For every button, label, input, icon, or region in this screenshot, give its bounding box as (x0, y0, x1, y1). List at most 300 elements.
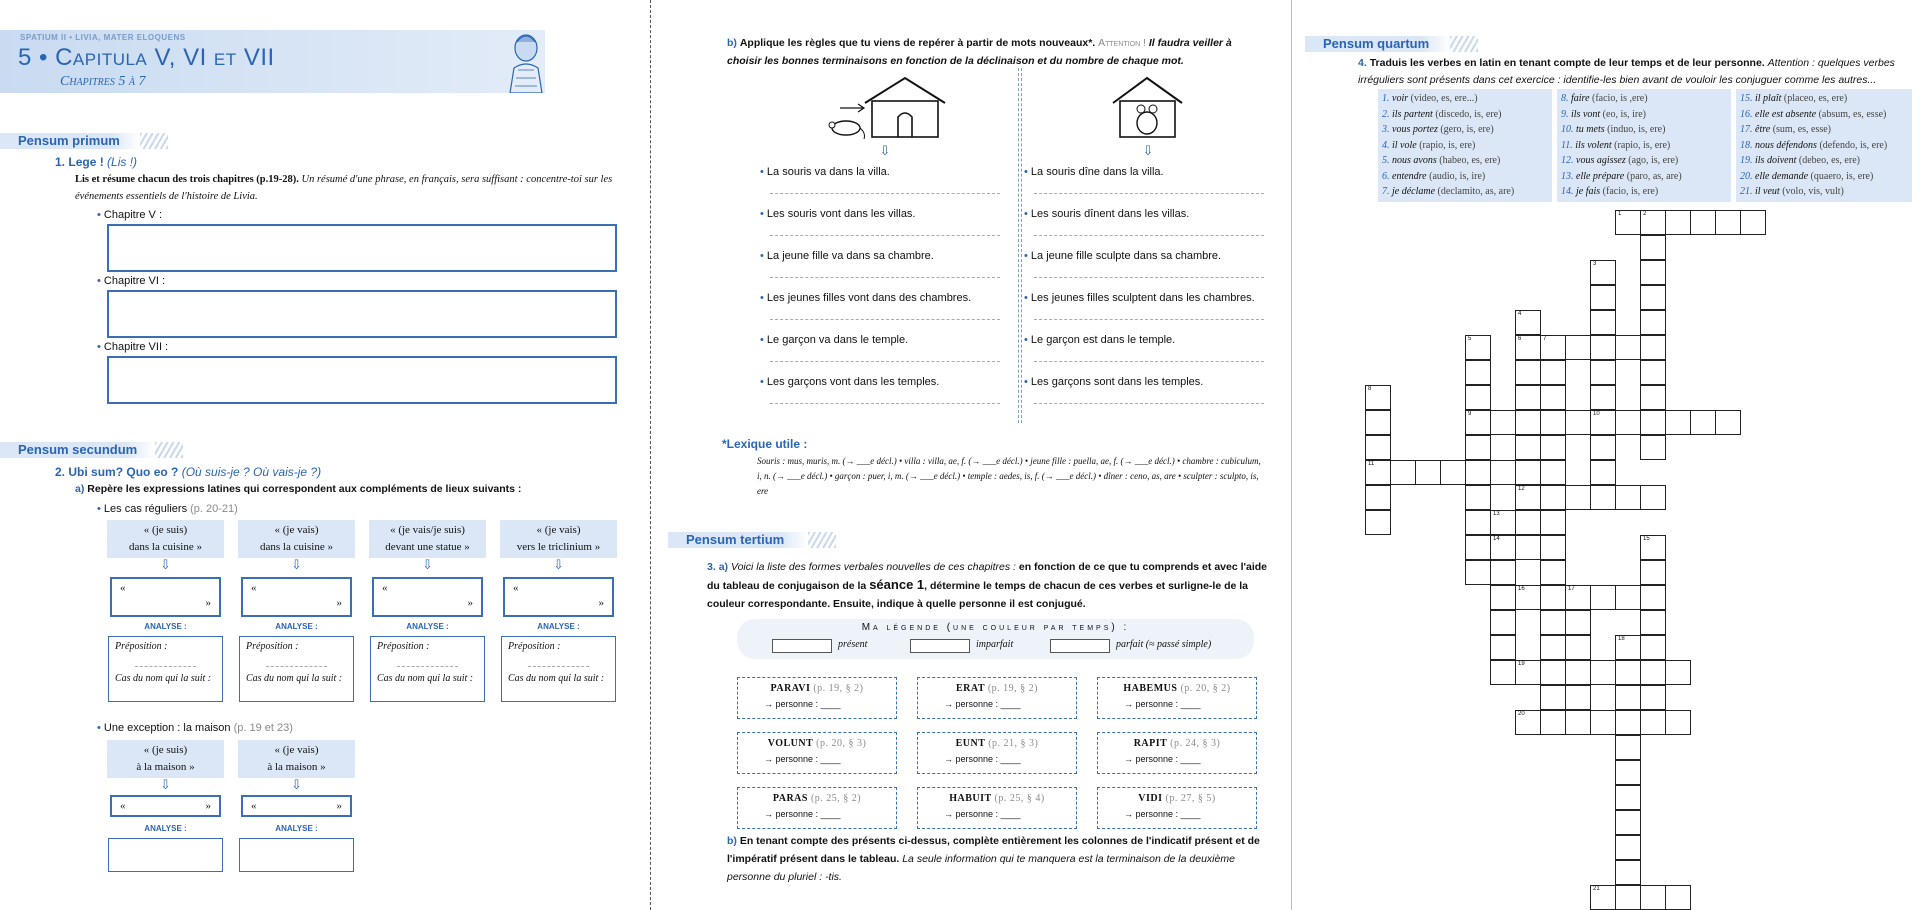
crossword-cell[interactable] (1465, 510, 1491, 535)
crossword-cell[interactable] (1515, 335, 1541, 360)
crossword-cell[interactable] (1490, 635, 1516, 660)
verb-latin: (rapio, is, ere) (1419, 139, 1476, 151)
crossword-cell[interactable] (1590, 260, 1616, 285)
exception-text: Une exception : la maison (103, 722, 231, 734)
crossword-cell[interactable] (1640, 585, 1666, 610)
verb-latin: (rapio, is, ere) (1614, 139, 1671, 151)
crossword-cell[interactable] (1540, 535, 1566, 560)
chap6-answer-box[interactable] (107, 290, 617, 338)
verb-num: 5. (1382, 155, 1390, 166)
crossword-cell[interactable] (1615, 860, 1641, 885)
verb-box[interactable] (917, 677, 1077, 719)
crossword-cell[interactable] (1690, 410, 1716, 435)
crossword-cell[interactable] (1565, 585, 1591, 610)
phrase-cell (369, 520, 486, 558)
crossword-cell[interactable] (1590, 285, 1616, 310)
verb-num: 13. (1561, 170, 1574, 182)
crossword-cell[interactable] (1590, 410, 1616, 435)
crossword-cell[interactable] (1540, 660, 1566, 685)
verb-fr: ils doivent (1755, 155, 1797, 166)
crossword-cell[interactable] (1540, 610, 1566, 635)
analyse-box[interactable] (370, 636, 485, 702)
crossword-cell[interactable] (1615, 835, 1641, 860)
verb-box[interactable] (737, 787, 897, 829)
sentence: • La jeune fille va dans sa chambre. (760, 250, 934, 262)
crossword-cell[interactable] (1440, 460, 1466, 485)
analyse-label: ANALYSE : (275, 622, 318, 631)
crossword-cell[interactable] (1515, 535, 1541, 560)
crossword-cell[interactable] (1640, 260, 1666, 285)
crossword-cell[interactable] (1515, 710, 1541, 735)
crossword-cell[interactable] (1465, 360, 1491, 385)
q4-number: 4. (1358, 57, 1367, 69)
analyse-box[interactable] (239, 838, 354, 872)
analyse-box[interactable] (108, 838, 223, 872)
crossword-cell[interactable] (1515, 485, 1541, 510)
crossword-cell[interactable] (1640, 660, 1666, 685)
verb-ref: (p. 19, § 2) (813, 683, 864, 694)
case-label: Cas du nom qui la suit : (115, 673, 212, 684)
crossword-cell[interactable] (1465, 435, 1491, 460)
legend-parfait-label: parfait (≈ passé simple) (1116, 639, 1212, 650)
q3b-label: b) (727, 835, 737, 847)
answer-line (266, 657, 327, 667)
crossword-cell[interactable] (1365, 385, 1391, 410)
crossword-cell[interactable] (1615, 485, 1641, 510)
phrase-cell (238, 740, 355, 778)
crossword-cell[interactable] (1640, 435, 1666, 460)
regular-cases-text: Les cas réguliers (103, 503, 188, 515)
crossword-cell[interactable] (1415, 460, 1441, 485)
header-kicker: SPATIUM II • LIVIA, MATER ELOQUENS (20, 33, 186, 42)
preposition-label: Préposition : (508, 641, 561, 652)
crossword-cell[interactable] (1640, 535, 1666, 560)
answer-line[interactable] (1034, 352, 1264, 362)
verb-personne: → personne : ____ (1124, 809, 1201, 819)
q2-title-translation: (Où suis-je ? Où vais-je ?) (181, 465, 322, 479)
q2-title (55, 465, 321, 479)
verb-num: 9. (1561, 108, 1569, 120)
crossword-cell[interactable] (1640, 410, 1666, 435)
crossword-clue-number: 2 (1643, 211, 1647, 217)
crossword-clue-number: 13 (1493, 511, 1500, 517)
answer-line[interactable] (770, 310, 1000, 320)
analyse-box[interactable] (239, 636, 354, 702)
crossword-cell[interactable] (1365, 460, 1391, 485)
chap5-answer-box[interactable] (107, 224, 617, 272)
crossword-cell[interactable] (1490, 660, 1516, 685)
verb-num: 2. (1382, 108, 1390, 120)
crossword-cell[interactable] (1640, 335, 1666, 360)
verb-form: VIDI (1138, 793, 1163, 804)
crossword-cell[interactable] (1465, 385, 1491, 410)
verb-item (1561, 184, 1727, 200)
crossword-cell[interactable] (1490, 460, 1516, 485)
crossword-clue-number: 10 (1593, 411, 1600, 417)
verb-item (1382, 184, 1548, 200)
crossword-cell[interactable] (1540, 510, 1566, 535)
verb-personne: → personne : ____ (764, 754, 841, 764)
q4-bold: Traduis les verbes en latin en tenant compte de leur temps et de leur personne. (1369, 57, 1765, 69)
crossword-cell[interactable] (1565, 410, 1591, 435)
verb-item (1740, 122, 1908, 138)
verb-latin: (declamito, as, are) (1437, 186, 1515, 197)
crossword-cell[interactable] (1515, 410, 1541, 435)
answer-line[interactable] (1034, 394, 1264, 404)
crossword-cell[interactable] (1590, 385, 1616, 410)
verb-latin: (sum, es, esse) (1772, 124, 1832, 135)
verb-box[interactable] (737, 732, 897, 774)
answer-line[interactable] (770, 352, 1000, 362)
crossword-cell[interactable] (1615, 710, 1641, 735)
verb-num: 21. (1740, 186, 1753, 197)
q2b-attention: Attention ! (1098, 37, 1146, 49)
crossword-cell[interactable] (1540, 460, 1566, 485)
crossword-cell[interactable] (1365, 435, 1391, 460)
verb-item (1740, 91, 1908, 107)
latin-answer-box[interactable] (241, 577, 352, 617)
phrase-line: dans la cuisine » (128, 541, 202, 553)
legend-present-label: présent (838, 639, 868, 650)
phrase-line: « (je vais) (536, 524, 581, 536)
verb-item (1740, 184, 1908, 200)
down-arrow-icon: ⇩ (160, 777, 171, 792)
answer-line[interactable] (770, 226, 1000, 236)
crossword-cell[interactable] (1565, 635, 1591, 660)
answer-line[interactable] (1034, 310, 1264, 320)
crossword-cell[interactable] (1540, 635, 1566, 660)
crossword-cell[interactable] (1640, 210, 1666, 235)
latin-answer-box[interactable] (241, 795, 352, 817)
phrase-line: devant une statue » (385, 541, 470, 553)
sentence: • La souris dîne dans la villa. (1024, 166, 1164, 178)
latin-answer-box[interactable] (372, 577, 483, 617)
verb-box[interactable] (1097, 732, 1257, 774)
verb-form: ERAT (955, 683, 985, 694)
sentence: • Les jeunes filles vont dans des chambres. (760, 292, 971, 304)
crossword-cell[interactable] (1615, 785, 1641, 810)
crossword-cell[interactable] (1540, 485, 1566, 510)
mouse-in-house-image (1110, 73, 1185, 143)
answer-line[interactable] (770, 268, 1000, 278)
crossword-cell[interactable] (1515, 460, 1541, 485)
crossword-cell[interactable] (1515, 660, 1541, 685)
crossword-cell[interactable] (1590, 660, 1616, 685)
analyse-box[interactable] (501, 636, 616, 702)
verb-form: EUNT (955, 738, 986, 749)
section-pensum-quartum: Pensum quartum (1305, 36, 1450, 52)
quote-open: « (120, 800, 126, 812)
q1-instructions (75, 171, 615, 205)
verb-fr: tu mets (1576, 124, 1605, 135)
crossword-cell[interactable] (1365, 510, 1391, 535)
crossword-cell[interactable] (1590, 885, 1616, 910)
crossword-cell[interactable] (1515, 585, 1541, 610)
crossword-cell[interactable] (1490, 535, 1516, 560)
verb-form: PARAS (772, 793, 808, 804)
crossword-cell[interactable] (1490, 410, 1516, 435)
crossword-cell[interactable] (1540, 685, 1566, 710)
crossword-cell[interactable] (1640, 885, 1666, 910)
crossword-cell[interactable] (1465, 460, 1491, 485)
q2-title-text: Ubi sum? Quo eo ? (68, 465, 179, 479)
crossword-cell[interactable] (1615, 885, 1641, 910)
answer-line[interactable] (1034, 226, 1264, 236)
preposition-label: Préposition : (115, 641, 168, 652)
verb-fr: nous défendons (1755, 139, 1817, 151)
answer-line (135, 657, 196, 667)
crossword-cell[interactable] (1640, 310, 1666, 335)
crossword-cell[interactable] (1490, 585, 1516, 610)
verb-box[interactable] (917, 732, 1077, 774)
verb-fr: vous portez (1392, 124, 1438, 135)
crossword-cell[interactable] (1615, 210, 1641, 235)
crossword-cell[interactable] (1365, 485, 1391, 510)
crossword-cell[interactable] (1365, 410, 1391, 435)
verb-item (1382, 153, 1548, 169)
crossword-cell[interactable] (1615, 685, 1641, 710)
verb-num: 18. (1740, 139, 1753, 151)
analyse-label: ANALYSE : (537, 622, 580, 631)
crossword-cell[interactable] (1615, 810, 1641, 835)
crossword-cell[interactable] (1665, 885, 1691, 910)
q3a-label: a) (718, 561, 729, 573)
verb-latin: (volo, vis, vult) (1782, 186, 1844, 197)
quote-close: » (467, 597, 473, 609)
crossword-cell[interactable] (1565, 335, 1591, 360)
answer-line[interactable] (770, 394, 1000, 404)
crossword-cell[interactable] (1640, 710, 1666, 735)
crossword-cell[interactable] (1490, 560, 1516, 585)
q3a-seance: séance 1 (869, 577, 925, 592)
section-pensum-tertium: Pensum tertium (668, 532, 808, 548)
crossword-cell[interactable] (1490, 510, 1516, 535)
verb-item (1561, 122, 1727, 138)
crossword-cell[interactable] (1640, 235, 1666, 260)
crossword-cell[interactable] (1590, 335, 1616, 360)
crossword-cell[interactable] (1615, 660, 1641, 685)
phrase-line: « (je vais/je suis) (390, 524, 465, 536)
chap7-label: • Chapitre VII : (97, 339, 168, 356)
case-label: Cas du nom qui la suit : (508, 673, 605, 684)
crossword-cell[interactable] (1590, 485, 1616, 510)
verb-fr: elle demande (1755, 170, 1809, 182)
crossword-cell[interactable] (1740, 210, 1766, 235)
answer-line[interactable] (1034, 184, 1264, 194)
crossword-cell[interactable] (1640, 685, 1666, 710)
crossword-cell[interactable] (1615, 735, 1641, 760)
sentence: • La jeune fille sculpte dans sa chambre. (1024, 250, 1221, 262)
analyse-label: ANALYSE : (406, 622, 449, 631)
sentence: • Les souris vont dans les villas. (760, 208, 916, 220)
verb-fr: faire (1571, 93, 1590, 104)
crossword-cell[interactable] (1490, 610, 1516, 635)
q3b-instruction (727, 832, 1267, 886)
q2b-label: b) (727, 37, 737, 49)
verb-num: 7. (1382, 186, 1390, 197)
verb-num: 1. (1382, 93, 1390, 104)
crossword-cell[interactable] (1640, 485, 1666, 510)
quote-close: » (336, 597, 342, 609)
crossword-cell[interactable] (1665, 660, 1691, 685)
latin-answer-box[interactable] (110, 577, 221, 617)
sentence: • Le garçon est dans le temple. (1024, 334, 1175, 346)
crossword-cell[interactable] (1615, 635, 1641, 660)
legend-parfait-swatch[interactable] (1050, 639, 1110, 653)
crossword-cell[interactable] (1715, 210, 1741, 235)
crossword-cell[interactable] (1515, 310, 1541, 335)
latin-answer-box[interactable] (110, 795, 221, 817)
crossword-cell[interactable] (1540, 435, 1566, 460)
analyse-box[interactable] (108, 636, 223, 702)
answer-line[interactable] (1034, 268, 1264, 278)
verb-num: 17. (1740, 124, 1753, 135)
crossword-cell[interactable] (1390, 460, 1416, 485)
crossword-cell[interactable] (1465, 335, 1491, 360)
verb-item (1561, 107, 1727, 123)
legend-imparfait-swatch[interactable] (910, 639, 970, 653)
q2-number: 2. (55, 465, 66, 479)
crossword-cell[interactable] (1715, 410, 1741, 435)
crossword-cell[interactable] (1565, 610, 1591, 635)
crossword-cell[interactable] (1465, 535, 1491, 560)
verb-box[interactable] (737, 677, 897, 719)
answer-line[interactable] (770, 184, 1000, 194)
q1-instr-bold: Lis et résume chacun des trois chapitres (p.19-28). (75, 174, 299, 185)
verb-item (1382, 122, 1548, 138)
crossword-cell[interactable] (1590, 460, 1616, 485)
quote-open: « (251, 582, 257, 594)
verb-box[interactable] (1097, 677, 1257, 719)
verb-item (1561, 153, 1727, 169)
crossword-cell[interactable] (1640, 285, 1666, 310)
verb-box[interactable] (1097, 787, 1257, 829)
phrase-cell (500, 520, 617, 558)
crossword-cell[interactable] (1540, 710, 1566, 735)
verb-personne: → personne : ____ (764, 809, 841, 819)
regular-cases-label (97, 503, 238, 515)
q1-number: 1. (55, 155, 66, 169)
crossword-cell[interactable] (1590, 360, 1616, 385)
crossword-cell[interactable] (1640, 360, 1666, 385)
q3a-italic: Voici la liste des formes verbales nouvelles de ces chapitres : (730, 561, 1016, 573)
crossword-cell[interactable] (1465, 410, 1491, 435)
crossword-cell[interactable] (1540, 410, 1566, 435)
crossword-cell[interactable] (1565, 685, 1591, 710)
legend-title: Ma légende (une couleur par temps) : (861, 622, 1130, 633)
crossword-cell[interactable] (1465, 560, 1491, 585)
crossword-cell[interactable] (1590, 585, 1616, 610)
crossword-cell[interactable] (1515, 435, 1541, 460)
crossword-cell[interactable] (1565, 660, 1591, 685)
quote-open: « (382, 582, 388, 594)
verb-latin: (facio, is, ere) (1602, 186, 1659, 197)
crossword-clue-number: 5 (1468, 336, 1472, 342)
q4-italic: Attention : quelques verbes irréguliers sont présents dans cet exercice : identifie-les bien avant de vouloir les conjuguer comme les autres... (1358, 57, 1895, 86)
verb-personne: → personne : ____ (944, 699, 1021, 709)
verb-latin: (induo, is, ere) (1607, 124, 1666, 135)
phrase-line: « (je vais) (274, 524, 319, 536)
section-pensum-primum: Pensum primum (0, 133, 140, 149)
crossword-cell[interactable] (1590, 435, 1616, 460)
crossword-cell[interactable] (1540, 585, 1566, 610)
verb-form: HABEMUS (1123, 683, 1178, 694)
verb-num: 11. (1561, 139, 1573, 151)
regular-cases-ref: (p. 20-21) (190, 503, 238, 515)
q4-instruction (1358, 55, 1918, 89)
crossword-clue-number: 7 (1543, 336, 1547, 342)
crossword-cell[interactable] (1665, 210, 1691, 235)
crossword-cell[interactable] (1590, 710, 1616, 735)
verb-item (1382, 91, 1548, 107)
phrase-line: à la maison » (136, 761, 195, 773)
verb-latin: (video, es, ere...) (1410, 93, 1478, 104)
crossword-cell[interactable] (1540, 560, 1566, 585)
crossword-cell[interactable] (1515, 510, 1541, 535)
verb-num: 15. (1740, 93, 1753, 104)
chap6-label: • Chapitre VI : (97, 273, 165, 290)
verb-num: 10. (1561, 124, 1574, 135)
verb-latin: (habeo, es, ere) (1439, 155, 1501, 166)
crossword-cell[interactable] (1515, 385, 1541, 410)
page-divider-left (650, 0, 651, 910)
sentence: • Les souris dînent dans les villas. (1024, 208, 1189, 220)
crossword-cell[interactable] (1615, 585, 1641, 610)
crossword-cell[interactable] (1615, 410, 1641, 435)
mouse-going-to-house-image (820, 73, 950, 143)
verb-fr: il vole (1392, 139, 1417, 151)
q3b-italic: La seule information qui te manquera est la terminaison de la deuxième personne du pluriel : -tis. (727, 853, 1235, 883)
crossword-cell[interactable] (1615, 760, 1641, 785)
crossword-cell[interactable] (1640, 560, 1666, 585)
verb-num: 4. (1382, 139, 1390, 151)
verb-list-col3 (1736, 89, 1912, 202)
verb-latin: (debeo, es, ere) (1798, 155, 1860, 166)
crossword-cell[interactable] (1640, 635, 1666, 660)
crossword-cell[interactable] (1665, 710, 1691, 735)
crossword-cell[interactable] (1565, 485, 1591, 510)
down-arrow-icon: ⇩ (291, 777, 302, 792)
verb-box[interactable] (917, 787, 1077, 829)
crossword-cell[interactable] (1540, 335, 1566, 360)
crossword-cell[interactable] (1540, 385, 1566, 410)
verb-num: 3. (1382, 124, 1390, 135)
latin-answer-box[interactable] (503, 577, 614, 617)
verb-latin: (eo, is, ire) (1602, 108, 1646, 120)
crossword-cell[interactable] (1515, 360, 1541, 385)
crossword-cell[interactable] (1615, 335, 1641, 360)
crossword-cell[interactable] (1665, 410, 1691, 435)
crossword-cell[interactable] (1465, 485, 1491, 510)
middle-column-divider (1018, 68, 1022, 423)
chap7-answer-box[interactable] (107, 356, 617, 404)
q2a-instruction (75, 483, 521, 495)
crossword-cell[interactable] (1590, 310, 1616, 335)
crossword-cell[interactable] (1690, 210, 1716, 235)
crossword-cell[interactable] (1565, 710, 1591, 735)
verb-form: HABUIT (949, 793, 992, 804)
crossword-cell[interactable] (1640, 610, 1666, 635)
crossword-cell[interactable] (1540, 360, 1566, 385)
q1-instr-italic: Un résumé d'une phrase, en français, sera suffisant : concentre-toi sur les événements essentiels de l'histoire de Livia. (75, 174, 613, 202)
crossword-cell[interactable] (1640, 385, 1666, 410)
verb-item (1561, 138, 1727, 154)
down-arrow-icon: ⇩ (422, 557, 433, 572)
legend-present-swatch[interactable] (772, 639, 832, 653)
verb-ref: (p. 21, § 3) (988, 738, 1039, 749)
q3a-bold-2: , détermine le temps de chacun de ces verbes et surligne-le de la couleur correspondante. Ensuite, indique à quelle personne il est conjugué. (707, 580, 1249, 610)
sentence: • Le garçon va dans le temple. (760, 334, 908, 346)
